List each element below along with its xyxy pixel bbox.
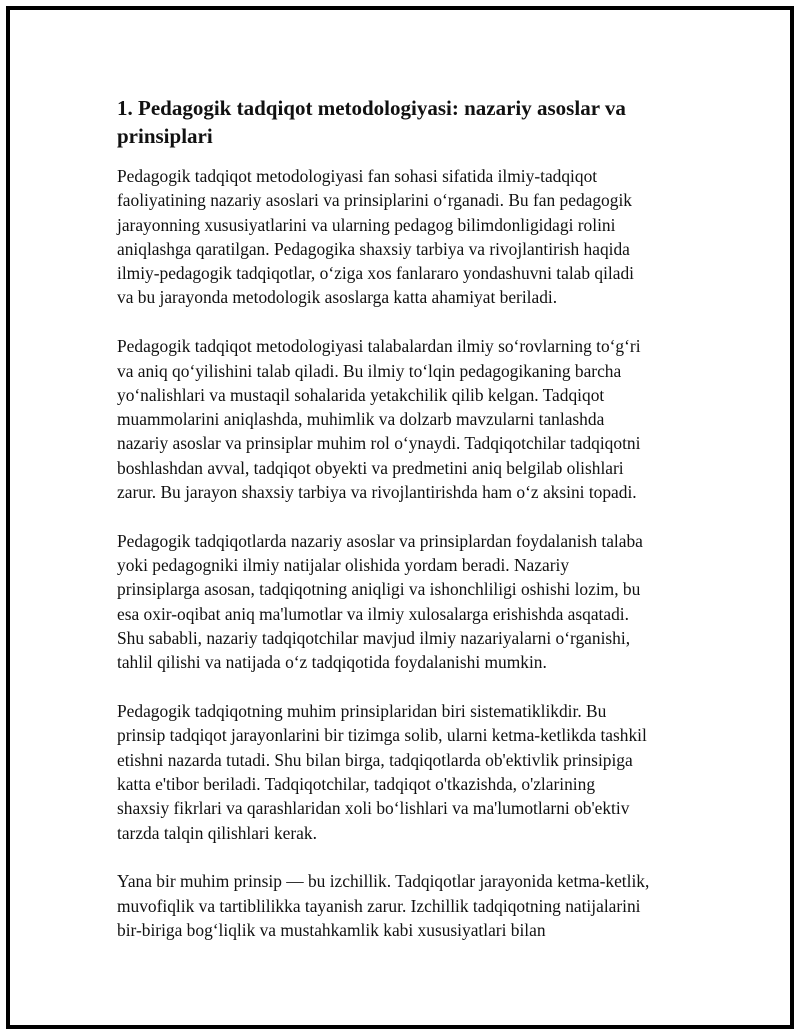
document-body: [117, 94, 697, 967]
document-title: 1. Pedagogik tadqiqot metodologiyasi: nazariy asoslar va prinsiplari: [117, 96, 626, 148]
paragraph-4: Pedagogik tadqiqotning muhim prinsiplaridan biri sistematiklikdir. Bu prinsip tadqiqot jarayonlarini bir tizimga solib, ularni ketma-ketlikda tashkil etishni nazarda tutadi. Shu bilan birga, tadqiqotlarda ob'ektivlik prinsipiga katta e'tibor beriladi. Tadqiqotchilar, tadqiqot o'tkazishda, o'zlarining shaxsiy fikrlari va qarashlaridan xoli bo‘lishlari va ma'lumotlarni ob'ektiv tarzda talqin qilishlari kerak.: [117, 701, 647, 843]
paragraph-3: Pedagogik tadqiqotlarda nazariy asoslar va prinsiplardan foydalanish talaba yoki pedagogniki ilmiy natijalar olishida yordam beradi. Nazariy prinsiplarga asosan, tadqiqotning aniqligi va ishonchliligi oshishi lozim, bu esa oxir-oqibat aniq ma'lumotlar va ilmiy xulosalarga erishishda asqatadi. Shu sababli, nazariy tadqiqotchilar mavjud ilmiy nazariyalarni o‘rganishi, tahlil qilishi va natijada o‘z tadqiqotida foydalanishi mumkin.: [117, 530, 643, 673]
paragraph-5: Yana bir muhim prinsip — bu izchillik. Tadqiqotlar jarayonida ketma-ketlik, muvofiqlik va tartiblilikka tayanish zarur. Izchillik tadqiqotning natijalarini bir-biriga bog‘liqlik va mustahkamlik kabi xususiyatlari bilan: [117, 871, 650, 941]
paragraph-1: Pedagogik tadqiqot metodologiyasi fan sohasi sifatida ilmiy-tadqiqot faoliyatining nazariy asoslari va prinsiplarini o‘rganadi. Bu fan pedagogik jarayonning xususiyatlarini va ularning pedagog bilimdonligidagi rolini aniqlashga qaratilgan. Pedagogika shaxsiy tarbiya va rivojlantirish haqida ilmiy-pedagogik tadqiqotlar, o‘ziga xos fanlararo yondashuvni talab qiladi va bu jarayonda metodologik asoslarga katta ahamiyat beriladi.: [117, 166, 635, 308]
paragraph-2: Pedagogik tadqiqot metodologiyasi talabalardan ilmiy so‘rovlarning to‘g‘ri va aniq qo‘yilishini talab qiladi. Bu ilmiy to‘lqin pedagogikaning barcha yo‘nalishlari va mustaqil sohalarida yetakchilik qilib kelgan. Tadqiqot muammolarini aniqlashda, muhimlik va dolzarb mavzularni tanlashda nazariy asoslar va prinsiplar muhim rol o‘ynaydi. Tadqiqotchilar tadqiqotni boshlashdan avval, tadqiqot obyekti va predmetini aniq belgilab olishlari zarur. Bu jarayon shaxsiy tarbiya va rivojlantirishda ham o‘z aksini topadi.: [117, 336, 641, 503]
